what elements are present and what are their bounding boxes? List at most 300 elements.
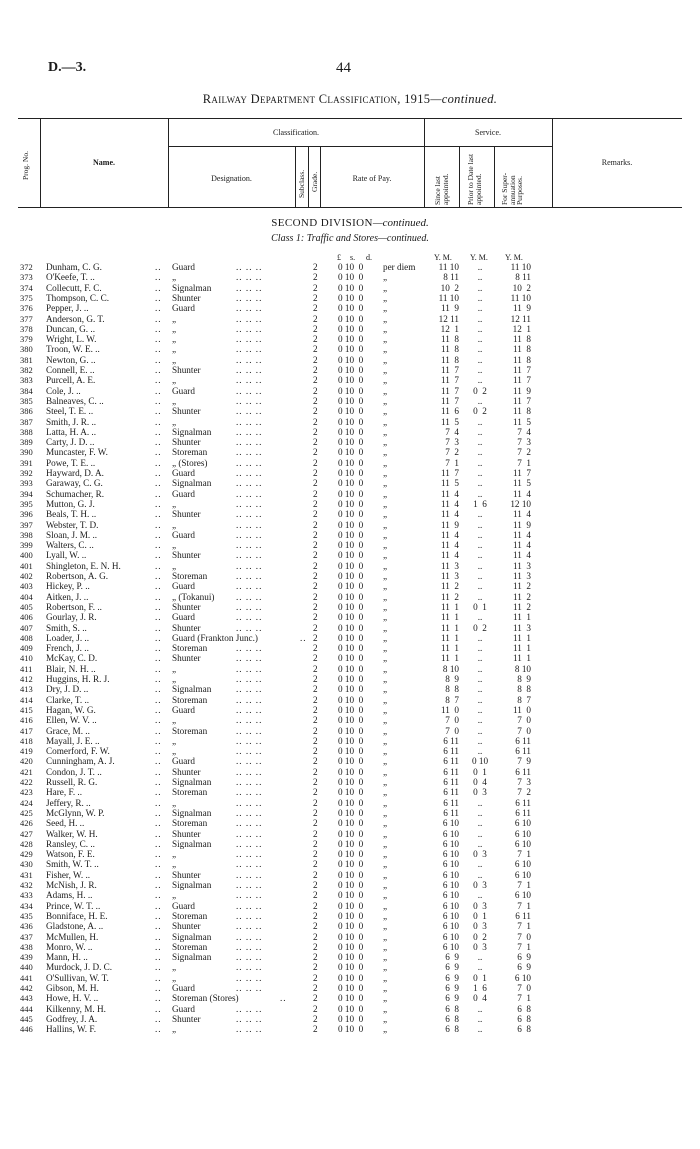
leader-dots: .. [155, 519, 162, 530]
service-since: 6 10 [442, 890, 459, 901]
designation: Shunter [172, 550, 201, 561]
designation: Guard [172, 756, 195, 767]
employee-name: Grace, M. .. [46, 725, 90, 736]
rate-of-pay: 0 10 0 [338, 674, 364, 684]
leader-dots: .. [155, 941, 162, 952]
leader-dots: .. .. .. [236, 1003, 263, 1014]
service-superannuation: 11 4 [512, 540, 531, 551]
designation: Guard (Frankton Junc.) [172, 632, 258, 643]
rate-of-pay: 0 10 0 [338, 447, 364, 458]
leader-dots: .. [155, 952, 162, 963]
service-prior: .. [477, 725, 483, 736]
service-prior: .. [477, 715, 483, 726]
prog-no: 399 [20, 540, 33, 551]
service-superannuation: 6 10 [514, 869, 531, 880]
header-super: For Super-annuation Purposes. [500, 172, 524, 205]
designation: „ [172, 313, 177, 324]
service-superannuation: 7 1 [517, 849, 531, 860]
employee-name: Walker, W. H. [46, 828, 98, 839]
leader-dots: .. [155, 529, 162, 540]
rate-unit: „ [383, 571, 388, 581]
prog-no: 380 [20, 344, 33, 355]
service-prior: .. [477, 643, 483, 654]
leader-dots: .. .. .. [236, 694, 263, 705]
service-superannuation: 6 9 [517, 962, 531, 973]
employee-name: Murdock, J. D. C. [46, 962, 113, 973]
prog-no: 377 [20, 313, 33, 324]
subclass: 2 [313, 828, 318, 839]
subclass: 2 [313, 849, 318, 860]
leader-dots: .. .. .. [236, 344, 263, 355]
leader-dots: .. .. .. [236, 272, 263, 283]
subclass: 2 [313, 622, 318, 633]
designation: Guard [172, 468, 195, 478]
employee-name: McNish, J. R. [46, 880, 97, 890]
service-superannuation: 6 10 [514, 859, 531, 870]
subclass: 2 [313, 787, 318, 798]
rate-unit: „ [383, 910, 388, 921]
employee-name: Huggins, H. R. J. [46, 674, 110, 684]
service-since: 6 10 [442, 900, 459, 911]
service-since: 6 10 [442, 838, 459, 849]
leader-dots: .. [300, 632, 307, 643]
prog-no: 376 [20, 303, 33, 314]
prog-no: 437 [20, 931, 33, 942]
designation: „ [172, 395, 177, 406]
rate-of-pay: 0 10 0 [338, 952, 364, 963]
employee-name: Godfrey, J. A. [46, 1013, 98, 1024]
service-since: 11 4 [440, 540, 459, 551]
employee-name: McGlynn, W. P. [46, 807, 105, 818]
prog-no: 444 [20, 1003, 33, 1014]
header-classification: Classification. [273, 128, 319, 137]
leader-dots: .. [155, 581, 162, 592]
rate-unit: „ [383, 282, 388, 293]
service-since: 6 11 [443, 787, 459, 798]
prog-no: 435 [20, 910, 33, 921]
rate-of-pay: 0 10 0 [338, 704, 364, 715]
employee-name: Hare, F. .. [46, 787, 83, 798]
service-superannuation: 11 5 [512, 478, 531, 489]
service-since: 11 7 [440, 395, 459, 406]
service-prior: .. [477, 323, 483, 334]
leader-dots: .. [155, 962, 162, 973]
col-divider [494, 146, 495, 208]
service-prior: 0 1 [473, 601, 487, 612]
rate-unit: „ [383, 869, 388, 880]
service-superannuation: 11 4 [512, 509, 531, 520]
leader-dots: .. .. .. [236, 766, 263, 777]
rate-unit: „ [383, 488, 388, 499]
service-since: 12 11 [438, 313, 459, 324]
designation: „ [172, 560, 177, 571]
designation: Storeman [172, 643, 208, 654]
unit-shillings: s. [350, 253, 356, 262]
prog-no: 430 [20, 859, 33, 870]
service-since: 11 1 [440, 612, 459, 623]
service-prior: .. [477, 334, 483, 345]
rate-unit: „ [383, 859, 388, 870]
designation: Signalman [172, 426, 212, 437]
employee-name: Monro, W. .. [46, 941, 93, 952]
rate-unit: „ [383, 509, 388, 520]
leader-dots: .. [155, 849, 162, 860]
leader-dots: .. .. .. [236, 571, 263, 581]
header-subclass: Subclass. [297, 169, 306, 198]
prog-no: 396 [20, 509, 33, 520]
service-prior: .. [477, 571, 483, 581]
service-since: 11 5 [440, 478, 459, 489]
employee-name: Seed, H. .. [46, 818, 85, 829]
subsection-heading: Class 1: Traffic and Stores—continued. [271, 233, 429, 244]
service-prior: .. [477, 674, 483, 684]
service-superannuation: 7 1 [517, 900, 531, 911]
unit-pound: £ [337, 253, 341, 262]
service-superannuation: 6 10 [514, 838, 531, 849]
rate-unit: „ [383, 797, 388, 808]
rate-of-pay: 0 10 0 [338, 777, 364, 787]
prog-no: 433 [20, 890, 33, 901]
designation: Guard [172, 581, 195, 592]
service-superannuation: 7 0 [517, 931, 531, 942]
employee-name: Purcell, A. E. [46, 375, 96, 386]
rate-unit: „ [383, 735, 388, 746]
rate-unit: „ [383, 725, 388, 736]
rate-of-pay: 0 10 0 [338, 262, 364, 272]
service-superannuation: 7 9 [517, 756, 531, 767]
leader-dots: .. .. .. [236, 395, 263, 406]
leader-dots: .. .. .. [236, 426, 263, 437]
leader-dots: .. [155, 292, 162, 303]
prog-no: 422 [20, 777, 33, 787]
service-since: 6 11 [443, 756, 459, 767]
service-prior: .. [477, 416, 483, 427]
rate-of-pay: 0 10 0 [338, 869, 364, 880]
service-prior: .. [477, 560, 483, 571]
subclass: 2 [313, 571, 318, 581]
rate-of-pay: 0 10 0 [338, 581, 364, 592]
leader-dots: .. [155, 807, 162, 818]
prog-no: 388 [20, 426, 33, 437]
subclass: 2 [313, 746, 318, 757]
designation: „ [172, 972, 177, 983]
rate-of-pay: 0 10 0 [338, 663, 364, 674]
employee-name: Kilkenny, M. H. [46, 1003, 106, 1014]
subclass: 2 [313, 478, 318, 489]
employee-name: Walters, C. .. [46, 540, 94, 551]
employee-name: Hallins, W. F. [46, 1024, 97, 1035]
prog-no: 440 [20, 962, 33, 973]
employee-name: Smith, S. .. [46, 622, 87, 633]
service-prior: 0 3 [473, 900, 487, 911]
prog-no: 405 [20, 601, 33, 612]
leader-dots: .. .. .. [236, 838, 263, 849]
designation: Guard [172, 262, 195, 272]
service-since: 11 2 [440, 591, 459, 602]
leader-dots: .. [155, 993, 162, 1004]
leader-dots: .. [155, 859, 162, 870]
service-since: 7 2 [445, 447, 459, 458]
designation: Storeman [172, 910, 208, 921]
leader-dots: .. [155, 931, 162, 942]
rate-unit: „ [383, 334, 388, 345]
leader-dots: .. [155, 756, 162, 767]
service-superannuation: 8 10 [514, 663, 531, 674]
employee-name: Sloan, J. M. .. [46, 529, 98, 540]
leader-dots: .. .. .. [236, 365, 263, 375]
leader-dots: .. [155, 797, 162, 808]
service-prior: .. [477, 962, 483, 973]
service-prior: .. [477, 859, 483, 870]
leader-dots: .. .. .. [236, 591, 263, 602]
service-superannuation: 7 2 [517, 787, 531, 798]
service-prior: 1 6 [473, 983, 487, 993]
employee-name: Adams, H. .. [46, 890, 93, 901]
rate-of-pay: 0 10 0 [338, 900, 364, 911]
subclass: 2 [313, 880, 318, 890]
unit-years-months-prior: Y. M. [470, 253, 488, 262]
header-name: Name. [93, 158, 115, 167]
unit-years-months-since: Y. M. [434, 253, 452, 262]
prog-no: 420 [20, 756, 33, 767]
leader-dots: .. .. .. [236, 684, 263, 695]
employee-name: Collecutt, F. C. [46, 282, 102, 293]
leader-dots: .. .. .. [236, 952, 263, 963]
leader-dots: .. [155, 509, 162, 520]
leader-dots: .. [155, 766, 162, 777]
rate-unit: „ [383, 643, 388, 654]
service-superannuation: 7 4 [517, 426, 531, 437]
designation: Shunter [172, 601, 201, 612]
service-since: 11 3 [440, 571, 459, 581]
leader-dots: .. [155, 890, 162, 901]
subclass: 2 [313, 838, 318, 849]
prog-no: 393 [20, 478, 33, 489]
employee-name: Blair, N. H. .. [46, 663, 96, 674]
service-prior: .. [477, 1003, 483, 1014]
service-superannuation: 6 9 [517, 952, 531, 963]
leader-dots: .. [155, 571, 162, 581]
leader-dots: .. .. .. [236, 787, 263, 798]
service-superannuation: 11 7 [512, 375, 531, 386]
service-superannuation: 11 1 [512, 653, 531, 664]
rate-of-pay: 0 10 0 [338, 478, 364, 489]
rate-of-pay: 0 10 0 [338, 334, 364, 345]
service-since: 6 9 [445, 993, 459, 1004]
service-since: 6 11 [443, 735, 459, 746]
header-top-rule [18, 118, 682, 119]
rate-of-pay: 0 10 0 [338, 550, 364, 561]
prog-no: 434 [20, 900, 33, 911]
rate-of-pay: 0 10 0 [338, 601, 364, 612]
subclass: 2 [313, 395, 318, 406]
designation: „ (Tokanui) [172, 591, 215, 602]
service-superannuation: 10 2 [512, 282, 531, 293]
subclass: 2 [313, 910, 318, 921]
service-since: 11 4 [440, 498, 459, 509]
leader-dots: .. .. .. [236, 1024, 263, 1035]
rate-unit: „ [383, 818, 388, 829]
service-prior: .. [477, 746, 483, 757]
rate-unit: „ [383, 684, 388, 695]
prog-no: 395 [20, 498, 33, 509]
subclass: 2 [313, 643, 318, 654]
leader-dots: .. .. .. [236, 983, 263, 993]
subclass: 2 [313, 869, 318, 880]
prog-no: 373 [20, 272, 33, 283]
rate-unit: „ [383, 354, 388, 365]
employee-name: Clarke, T. .. [46, 694, 90, 705]
service-since: 6 11 [443, 766, 459, 777]
service-prior: .. [477, 838, 483, 849]
leader-dots: .. .. .. [236, 725, 263, 736]
service-prior: .. [477, 395, 483, 406]
service-superannuation: 11 4 [512, 488, 531, 499]
header-bottom-rule [18, 207, 682, 208]
rate-of-pay: 0 10 0 [338, 519, 364, 530]
rate-of-pay: 0 10 0 [338, 395, 364, 406]
rate-unit: „ [383, 715, 388, 726]
rate-of-pay: 0 10 0 [338, 498, 364, 509]
service-prior: 0 10 [471, 756, 489, 767]
service-superannuation: 11 9 [512, 303, 531, 314]
service-since: 6 8 [445, 1024, 459, 1035]
service-prior: 0 3 [473, 787, 487, 798]
leader-dots: .. .. .. [236, 849, 263, 860]
leader-dots: .. [155, 622, 162, 633]
service-prior: 0 4 [473, 993, 487, 1004]
rate-of-pay: 0 10 0 [338, 849, 364, 860]
designation: Shunter [172, 828, 201, 839]
service-since: 8 8 [445, 684, 459, 695]
prog-no: 398 [20, 529, 33, 540]
rate-unit: „ [383, 674, 388, 684]
leader-dots: .. [155, 406, 162, 417]
prog-no: 386 [20, 406, 33, 417]
designation: Guard [172, 488, 195, 499]
rate-of-pay: 0 10 0 [338, 807, 364, 818]
leader-dots: .. [155, 777, 162, 787]
subclass: 2 [313, 365, 318, 375]
prog-no: 408 [20, 632, 33, 643]
subclass: 2 [313, 715, 318, 726]
leader-dots: .. .. .. [236, 529, 263, 540]
rate-unit: „ [383, 921, 388, 932]
service-superannuation: 11 2 [512, 591, 531, 602]
rate-of-pay: 0 10 0 [338, 931, 364, 942]
service-since: 6 9 [445, 972, 459, 983]
service-since: 8 7 [445, 694, 459, 705]
rate-unit: „ [383, 694, 388, 705]
designation: „ [172, 962, 177, 973]
subclass: 2 [313, 890, 318, 901]
service-since: 6 10 [442, 941, 459, 952]
subclass: 2 [313, 993, 318, 1004]
service-since: 11 4 [440, 509, 459, 520]
service-since: 6 11 [443, 797, 459, 808]
rate-of-pay: 0 10 0 [338, 921, 364, 932]
employee-name: Hayward, D. A. [46, 468, 104, 478]
employee-name: Lyall, W. .. [46, 550, 87, 561]
service-superannuation: 11 10 [510, 262, 531, 272]
prog-no: 392 [20, 468, 33, 478]
designation: Shunter [172, 869, 201, 880]
prog-no: 409 [20, 643, 33, 654]
leader-dots: .. .. .. [236, 282, 263, 293]
leader-dots: .. .. .. [236, 777, 263, 787]
service-superannuation: 11 8 [512, 354, 531, 365]
prog-no: 425 [20, 807, 33, 818]
prog-no: 406 [20, 612, 33, 623]
designation: „ [172, 334, 177, 345]
service-since: 12 1 [440, 323, 459, 334]
service-since: 11 3 [440, 560, 459, 571]
rate-unit: „ [383, 292, 388, 303]
service-superannuation: 6 8 [517, 1003, 531, 1014]
subclass: 2 [313, 519, 318, 530]
prog-no: 400 [20, 550, 33, 561]
employee-name: Loader, J. .. [46, 632, 90, 643]
service-prior: .. [477, 952, 483, 963]
leader-dots: .. .. .. [236, 478, 263, 489]
employee-name: Pepper, J. .. [46, 303, 89, 314]
service-superannuation: 11 8 [512, 344, 531, 355]
designation: Storeman [172, 941, 208, 952]
service-since: 6 9 [445, 962, 459, 973]
employee-name: Newton, G. .. [46, 354, 96, 365]
service-superannuation: 12 10 [510, 498, 531, 509]
rate-unit: „ [383, 375, 388, 386]
service-prior: 0 3 [473, 941, 487, 952]
prog-no: 390 [20, 447, 33, 458]
designation: „ [172, 735, 177, 746]
prog-no: 446 [20, 1024, 33, 1035]
employee-name: Fisher, W. .. [46, 869, 91, 880]
rate-unit: „ [383, 993, 388, 1004]
leader-dots: .. [155, 632, 162, 643]
subclass: 2 [313, 674, 318, 684]
leader-dots: .. [155, 880, 162, 890]
rate-unit: „ [383, 385, 388, 396]
employee-name: Duncan, G. .. [46, 323, 95, 334]
rate-of-pay: 0 10 0 [338, 838, 364, 849]
rate-unit: „ [383, 1013, 388, 1024]
service-prior: .. [477, 282, 483, 293]
service-since: 6 11 [443, 777, 459, 787]
leader-dots: .. [155, 1013, 162, 1024]
prog-no: 389 [20, 437, 33, 448]
service-superannuation: 6 11 [515, 797, 531, 808]
rate-unit: „ [383, 591, 388, 602]
service-prior: .. [477, 292, 483, 303]
service-prior: .. [477, 704, 483, 715]
rate-of-pay: 0 10 0 [338, 509, 364, 520]
service-prior: .. [477, 529, 483, 540]
leader-dots: .. [155, 787, 162, 798]
leader-dots: .. [155, 560, 162, 571]
leader-dots: .. [155, 735, 162, 746]
designation: Shunter [172, 1013, 201, 1024]
designation: Storeman (Stores) [172, 993, 239, 1004]
service-prior: .. [477, 375, 483, 386]
service-superannuation: 6 8 [517, 1024, 531, 1035]
subclass: 2 [313, 375, 318, 386]
leader-dots: .. .. .. [236, 746, 263, 757]
service-prior: 0 3 [473, 880, 487, 890]
employee-name: Robertson, F. .. [46, 601, 102, 612]
designation: Shunter [172, 653, 201, 664]
rate-of-pay: 0 10 0 [338, 941, 364, 952]
